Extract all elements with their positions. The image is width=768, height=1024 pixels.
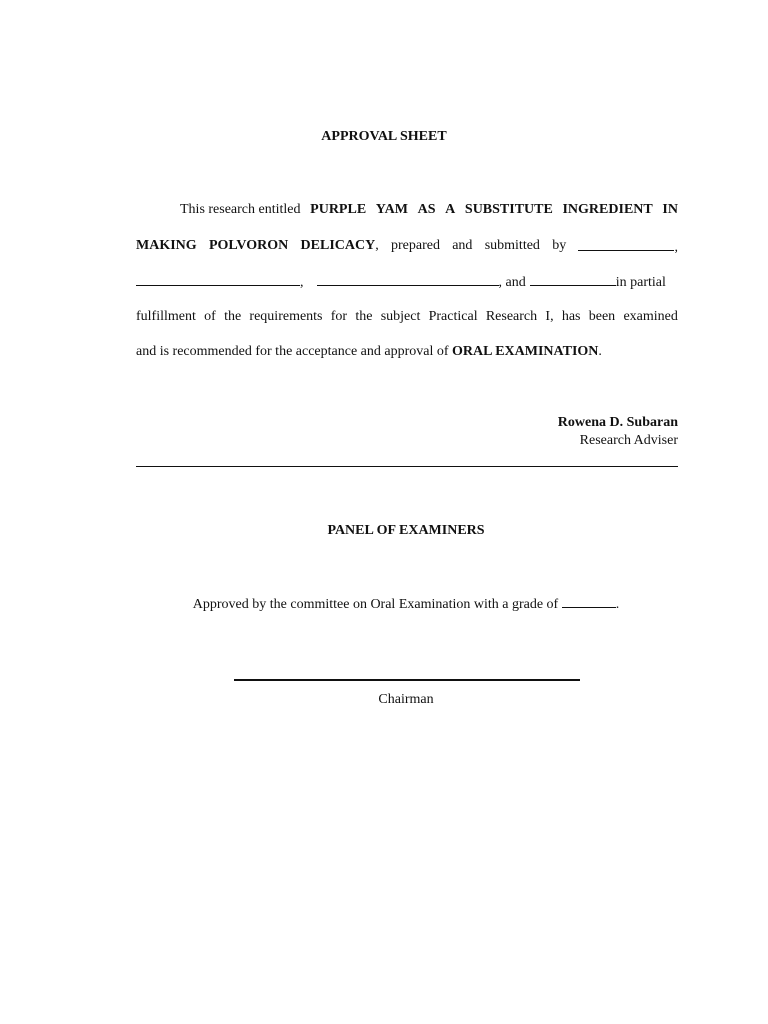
paragraph-comma: , xyxy=(674,240,678,255)
paragraph-line-4 xyxy=(136,308,678,326)
title-word: POLVORON xyxy=(208,238,289,253)
paragraph-word: subject xyxy=(380,309,421,324)
approved-text: Approved by the committee on Oral Examination with a grade of xyxy=(192,597,562,612)
paragraph-word: Research xyxy=(485,309,538,324)
paragraph-word: I, xyxy=(545,309,554,324)
panel-heading: PANEL OF EXAMINERS xyxy=(327,523,485,538)
paragraph-word: has xyxy=(561,309,581,324)
title-word: YAM xyxy=(375,202,408,217)
paragraph-word: and xyxy=(452,238,473,253)
author-blank-2[interactable] xyxy=(136,272,300,286)
author-blank-1[interactable] xyxy=(578,237,674,251)
paragraph-period: . xyxy=(598,344,602,359)
paragraph-line-3 xyxy=(136,272,678,292)
title-word: DELICACY xyxy=(300,238,376,253)
paragraph-word: for xyxy=(330,309,348,324)
paragraph-word: of xyxy=(204,309,216,324)
paragraph-line5-prefix: and is recommended for the acceptance and approval of xyxy=(136,344,453,359)
adviser-name: Rowena D. Subaran xyxy=(557,415,678,430)
approved-line xyxy=(22,594,768,614)
grade-blank[interactable] xyxy=(562,594,616,608)
paragraph-line1-prefix: This research entitled xyxy=(180,202,301,217)
paragraph-and: , and xyxy=(498,275,526,290)
paragraph-word: by xyxy=(552,238,567,253)
paragraph-word: prepared xyxy=(390,238,440,253)
paragraph-word: examined xyxy=(623,309,678,324)
chairman-label: Chairman xyxy=(378,692,434,707)
section-divider xyxy=(136,466,678,467)
title-word: AS xyxy=(417,202,436,217)
author-blank-4[interactable] xyxy=(530,272,616,286)
paragraph-word: fulfillment xyxy=(136,309,196,324)
document-title: APPROVAL SHEET xyxy=(321,129,447,144)
title-word: MAKING xyxy=(136,238,197,253)
approved-period: . xyxy=(615,597,620,612)
adviser-role: Research Adviser xyxy=(579,433,678,448)
paragraph-in-partial: in partial xyxy=(615,275,666,290)
paragraph-word: Practical xyxy=(428,309,478,324)
title-word: IN xyxy=(662,202,678,217)
title-word: A xyxy=(445,202,456,217)
title-word: PURPLE xyxy=(310,202,367,217)
paragraph-word: submitted xyxy=(484,238,540,253)
title-word: SUBSTITUTE xyxy=(464,202,553,217)
paragraph-word: been xyxy=(588,309,616,324)
paragraph-word: requirements xyxy=(249,309,323,324)
oral-examination-text: ORAL EXAMINATION xyxy=(452,344,599,359)
paragraph-comma: , xyxy=(300,275,304,290)
paragraph-word: , xyxy=(375,238,379,253)
paragraph-line-2 xyxy=(136,237,678,257)
paragraph-word: the xyxy=(355,309,373,324)
chairman-signature-line xyxy=(234,679,580,681)
paragraph-line-1 xyxy=(136,201,678,219)
author-blank-3[interactable] xyxy=(317,272,499,286)
title-word: INGREDIENT xyxy=(562,202,653,217)
paragraph-line-5 xyxy=(136,343,678,361)
paragraph-word: the xyxy=(224,309,242,324)
